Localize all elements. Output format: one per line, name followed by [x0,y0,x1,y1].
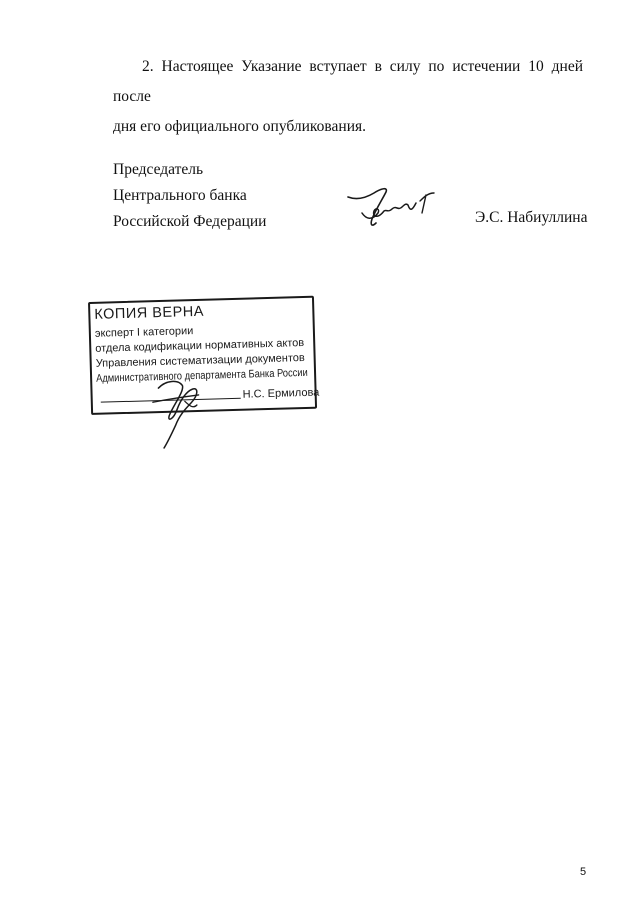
signatory-title-line-2: Центрального банка [113,187,247,204]
effective-date-paragraph [113,52,583,142]
paragraph-line-1: 2. Настоящее Указание вступает в силу по истечении 10 дней после [113,58,583,105]
page-number: 5 [580,866,587,878]
stamp-division: отдела кодификации нормативных актов [95,336,305,355]
stamp-department: Управления систематизации документов [95,351,305,370]
stamp-title: КОПИЯ ВЕРНА [94,303,205,323]
copy-certified-stamp [88,296,320,415]
signatory-title-line-1: Председатель [113,161,204,178]
stamp-organization: Административного департамента Банка России [95,366,308,385]
signatory-title-line-3: Российской Федерации [113,213,267,230]
paragraph-line-2: дня его официального опубликования. [113,118,367,135]
chairman-signature [342,183,442,233]
stamp-signer-name: Н.С. Ермилова [242,386,320,401]
stamp-position: эксперт I категории [94,325,194,340]
stamp-signature [148,375,210,452]
signatory-name: Э.С. Набиуллина [475,209,588,226]
signatory-title [113,157,266,235]
